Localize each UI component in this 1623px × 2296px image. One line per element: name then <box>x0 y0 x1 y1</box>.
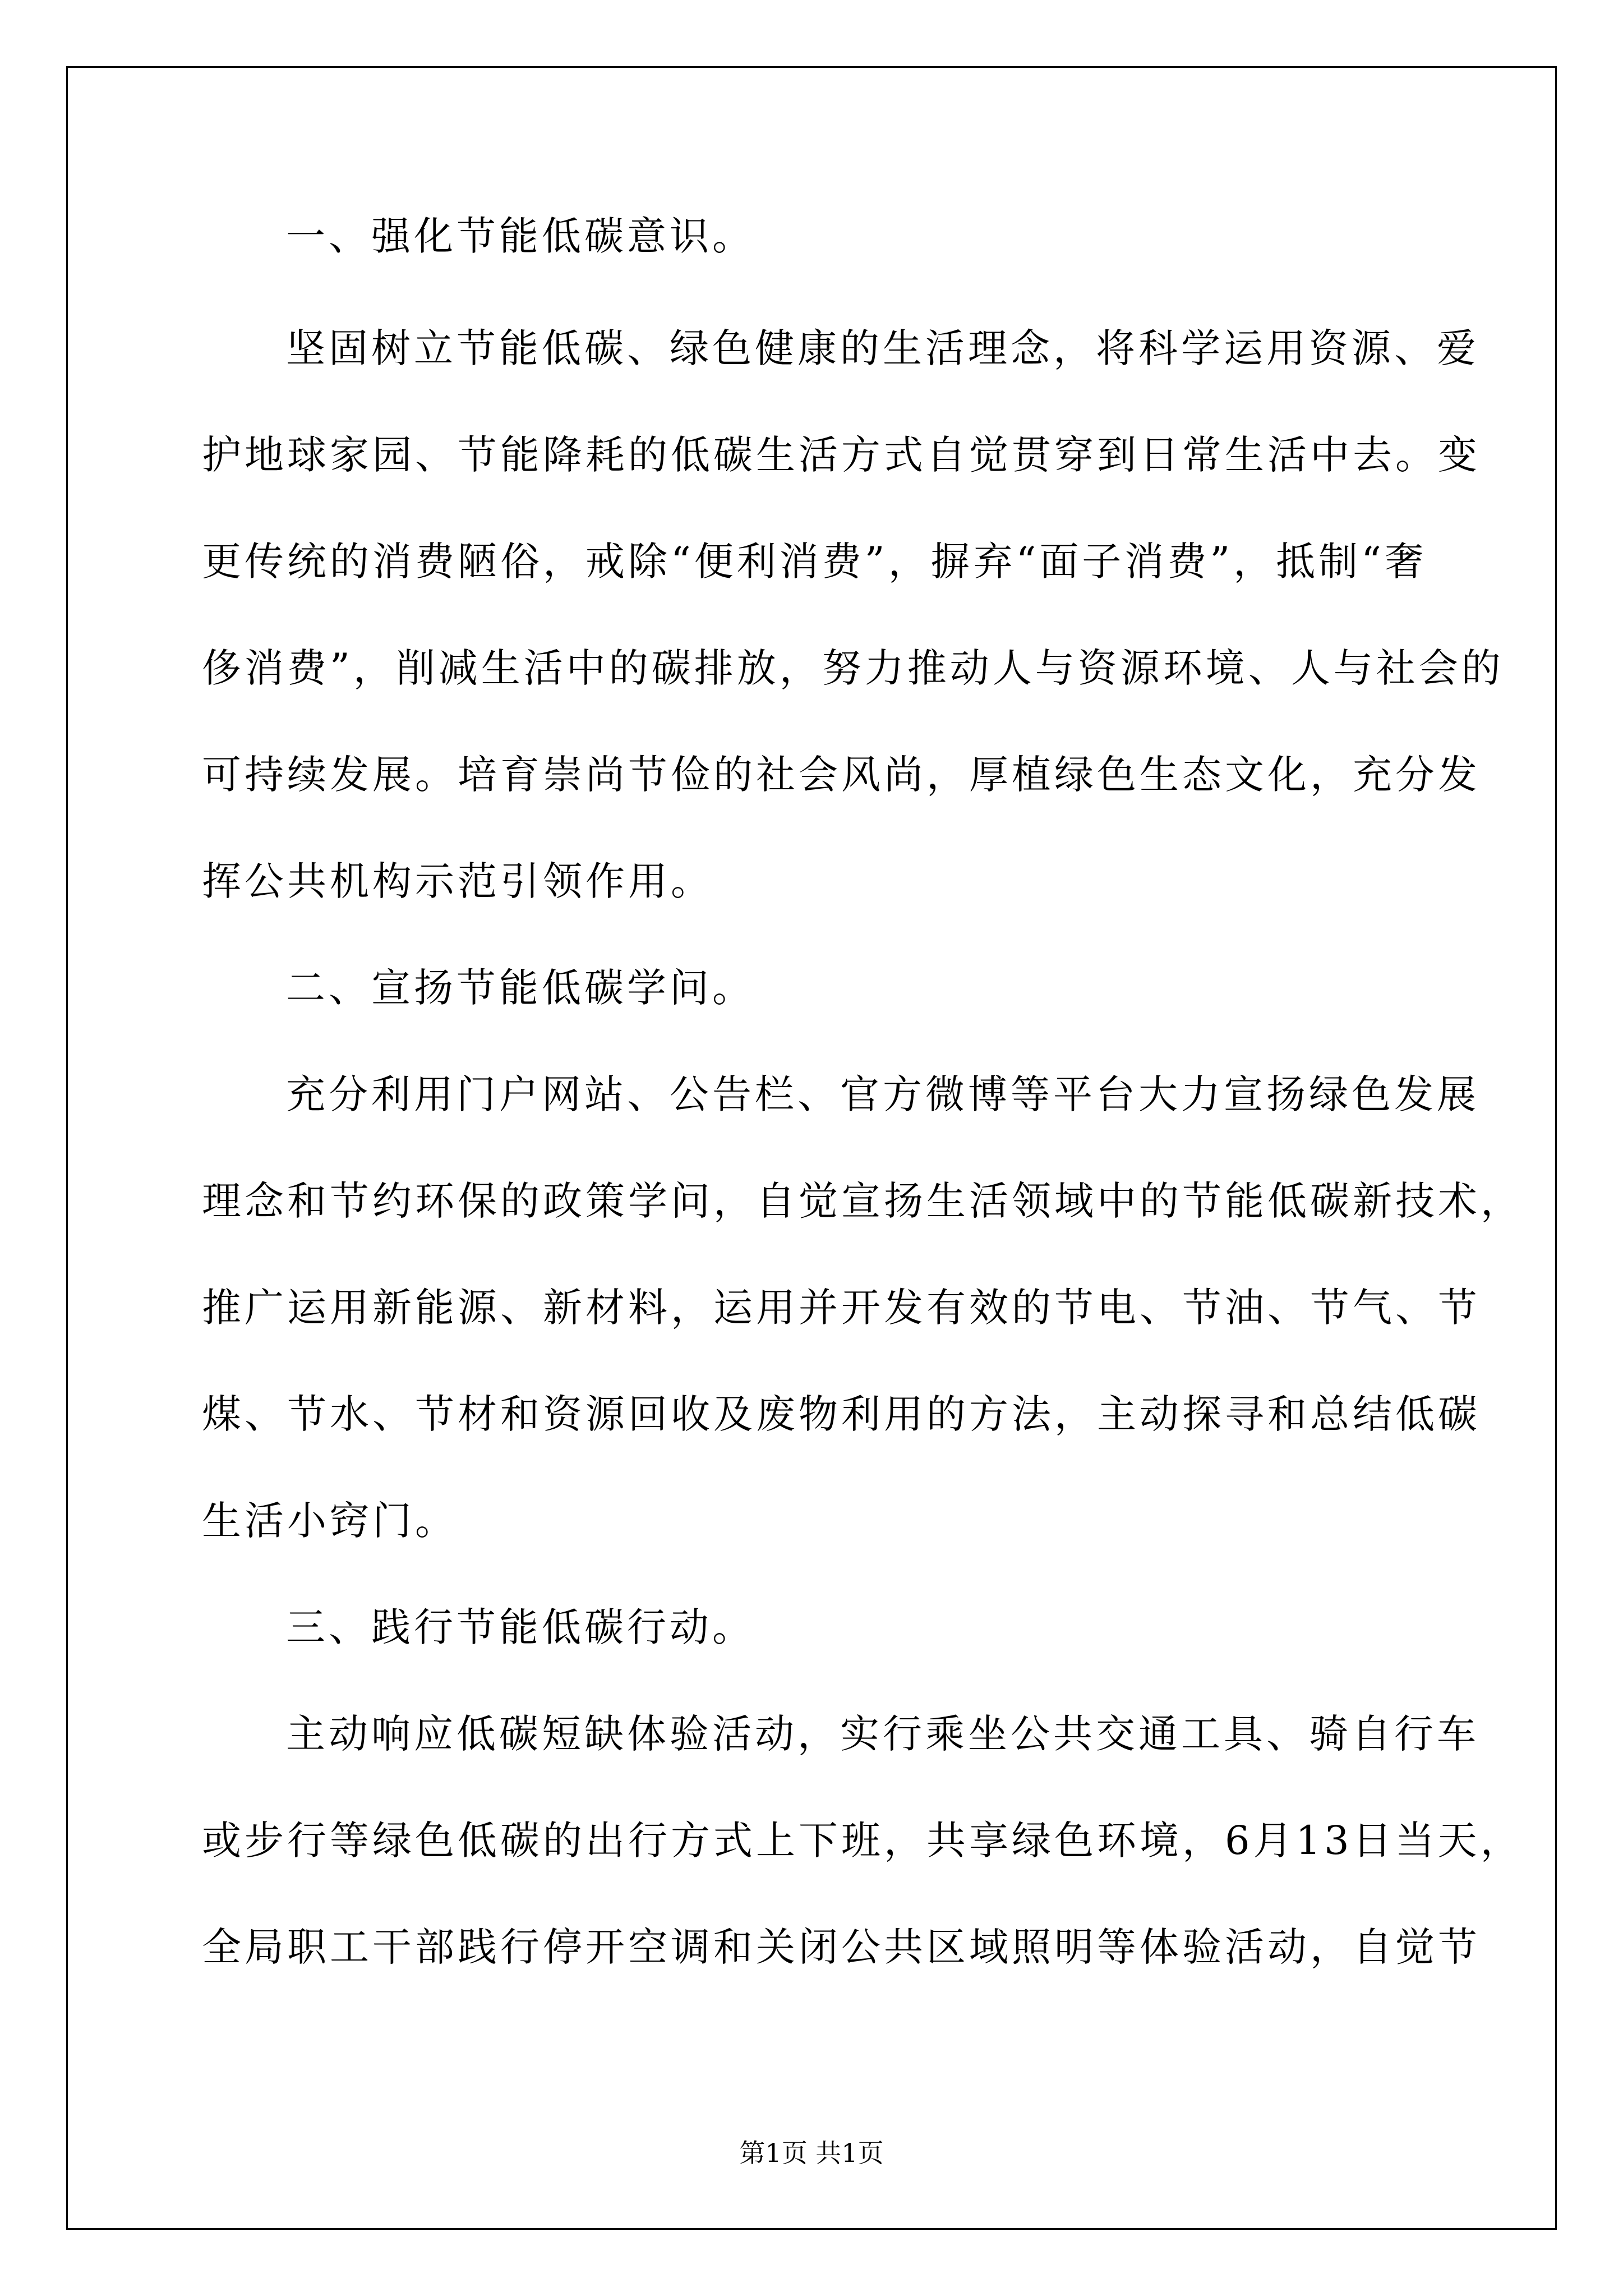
paragraph-line: 煤、节水、节材和资源回收及废物利用的方法，主动探寻和总结低碳 <box>202 1391 1481 1437</box>
paragraph-line: 挥公共机构示范引领作用。 <box>202 858 713 904</box>
paragraph-line: 推广运用新能源、新材料，运用并开发有效的节电、节油、节气、节 <box>202 1285 1481 1331</box>
paragraph-line: 全局职工干部践行停开空调和关闭公共区域照明等体验活动，自觉节 <box>202 1924 1481 1970</box>
paragraph-line: 更传统的消费陋俗，戒除“便利消费”，摒弃“面子消费”，抵制“奢 <box>202 539 1427 585</box>
page-border <box>66 66 1557 2230</box>
paragraph-line: 或步行等绿色低碳的出行方式上下班，共享绿色环境，6月13日当天， <box>202 1818 1523 1864</box>
paragraph-line: 可持续发展。培育崇尚节俭的社会风尚，厚植绿色生态文化，充分发 <box>202 752 1481 798</box>
paragraph-line: 护地球家园、节能降耗的低碳生活方式自觉贯穿到日常生活中去。变 <box>202 432 1481 478</box>
paragraph-line: 理念和节约环保的政策学问，自觉宣扬生活领域中的节能低碳新技术， <box>202 1178 1523 1224</box>
heading-section-2: 二、宣扬节能低碳学问。 <box>286 965 755 1011</box>
heading-section-3: 三、践行节能低碳行动。 <box>286 1604 755 1650</box>
page-number-footer: 第1页 共1页 <box>739 2138 884 2168</box>
paragraph-line: 充分利用门户网站、公告栏、官方微博等平台大力宣扬绿色发展 <box>286 1071 1479 1117</box>
paragraph-line: 主动响应低碳短缺体验活动，实行乘坐公共交通工具、骑自行车 <box>286 1711 1479 1757</box>
paragraph-line: 侈消费”，削减生活中的碳排放，努力推动人与资源环境、人与社会的 <box>202 645 1504 691</box>
heading-section-1: 一、强化节能低碳意识。 <box>286 213 755 259</box>
paragraph-line: 生活小窍门。 <box>202 1498 458 1544</box>
paragraph-line: 坚固树立节能低碳、绿色健康的生活理念，将科学运用资源、爱 <box>286 325 1479 371</box>
